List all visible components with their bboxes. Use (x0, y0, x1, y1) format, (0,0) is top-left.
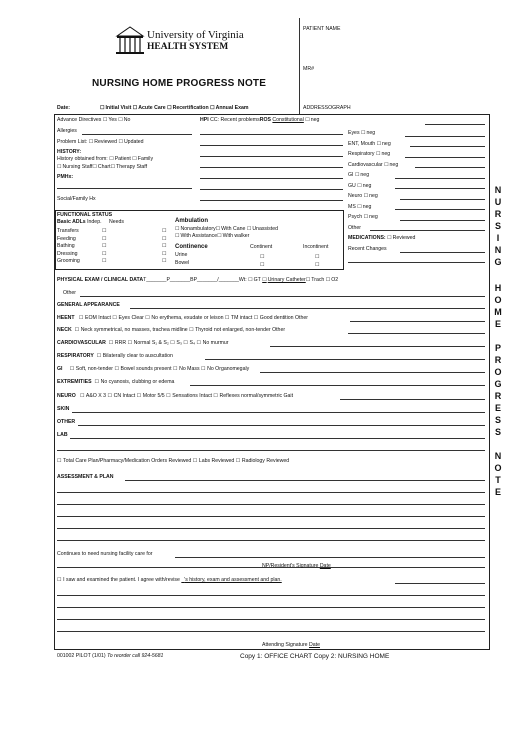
history-label: HISTORY: (57, 149, 82, 155)
visit-annual[interactable]: ☐ Annual Exam (210, 105, 248, 111)
advance-directives[interactable]: Advance Directives ☐ Yes ☐ No (57, 118, 130, 124)
lab-label: LAB (57, 432, 68, 438)
continues-care-label: Continues to need nursing facility care for (57, 551, 153, 557)
history-obtained[interactable]: History obtained from: ☐ Patient ☐ Family (57, 157, 153, 163)
heent-row[interactable]: HEENT ☐ EOM Intact ☐ Eyes Clear ☐ No erythema, exudate or leison ☐ TM intact ☐ Good dentition Other (57, 315, 308, 321)
visit-initial[interactable]: ☐ Initial Visit (100, 105, 131, 111)
np-signature-row[interactable]: NP/Resident's Signature Date (262, 563, 331, 569)
vtitle-n1: N (494, 185, 502, 195)
ros-neuro: Neuro ☐ neg (348, 191, 398, 202)
neuro-row[interactable]: NEURO ☐ A&O X 3 ☐ CN Intact ☐ Motor 5/5 ☐ Sensations Intact ☐ Reflexes normal/symmetric Gait (57, 393, 294, 399)
vtitle-m: M (494, 307, 502, 317)
recent-changes-label: Recent Changes (348, 246, 387, 252)
university-name: University of Virginia (147, 29, 244, 41)
pmhx-label: PMHx: (57, 174, 74, 180)
vtitle-o3: O (494, 463, 502, 473)
vtitle-s1: S (494, 221, 501, 231)
respiratory-row[interactable]: RESPIRATORY ☐ Bilaterally clear to auscultation (57, 353, 173, 359)
ambulation-options[interactable]: ☐ Nonambulatory☐ With Cane ☐ Unassisted ☐ With Assistance☐ With walker (175, 226, 278, 240)
attending-signature-row[interactable]: Attending Signature Date (262, 642, 320, 648)
mr-label: MR# (303, 66, 314, 72)
ros-ent: ENT, Mouth ☐ neg (348, 139, 398, 150)
vtitle-s3: S (494, 427, 501, 437)
ros-eyes: Eyes ☐ neg (348, 128, 398, 139)
total-care-row[interactable]: ☐ Total Care Plan/Pharmacy/Medication Orders Reviewed ☐ Labs Reviewed ☐ Radiology Reviewed (57, 458, 290, 464)
vtitle-i: I (496, 233, 500, 243)
other-label: OTHER (57, 419, 76, 425)
ros-ms: MS ☐ neg (348, 202, 398, 213)
vtitle-s2: S (494, 415, 501, 425)
neck-row[interactable]: NECK ☐ Neck symmetrical, no masses, trachea midline ☐ Thyroid not enlarged, non-tender Other (57, 327, 286, 333)
continent-checks[interactable]: ☐ ☐ (260, 254, 265, 268)
adl-needs-checks[interactable]: ☐ ☐ ☐ ☐ ☐ (162, 228, 167, 264)
vtitle-r3: R (494, 391, 502, 401)
allergies-label: Allergies (57, 128, 77, 134)
incontinent-checks[interactable]: ☐ ☐ (315, 254, 320, 268)
bowel-label: Bowel (175, 260, 190, 266)
gi-row[interactable]: GI ☐ Soft, non-tender ☐ Bowel sounds present ☐ No Mass ☐ No Organomegaly (57, 366, 250, 372)
social-family-label: Social/Family Hx (57, 196, 96, 202)
form-number: 001002 PILOT (1/01) To reorder call 924-5681 (57, 653, 164, 659)
vtitle-e1: E (494, 319, 501, 329)
vtitle-u: U (494, 197, 502, 207)
vtitle-r1: R (494, 209, 502, 219)
adl-header: Basic ADLs Indep. Needs (57, 219, 124, 225)
functional-status-title: FUNCTIONAL STATUS (57, 212, 113, 218)
visit-recert[interactable]: ☐ Recertification (167, 105, 209, 111)
visit-acute[interactable]: ☐ Acute Care (133, 105, 166, 111)
vtitle-n2: N (494, 245, 502, 255)
visit-type-row[interactable] (100, 106, 248, 112)
vtitle-r2: R (494, 355, 502, 365)
date-label: Date: (57, 105, 70, 111)
patient-name-label: PATIENT NAME (303, 26, 341, 32)
vtitle-n3: N (494, 451, 502, 461)
continence-title: Continence (175, 244, 208, 250)
copy-distribution: Copy 1: OFFICE CHART Copy 2: NURSING HOME (240, 653, 390, 660)
vtitle-g2: G (494, 379, 502, 389)
vtitle-e3: E (494, 487, 501, 497)
medications-row[interactable]: MEDICATIONS: ☐ Reviewed (348, 236, 415, 242)
attestation-row[interactable]: ☐ I saw and examined the patient. I agree with/revise 's history, exam and assessment and plan. (57, 577, 282, 583)
physical-exam-row[interactable]: PHYSICAL EXAM / CLINICAL DATAT_______P_______BP_______/_______Wt: ☐ GT ☐ Urinary Catheter☐ Trach ☐ O2 (57, 278, 338, 284)
ros-other: Other (348, 224, 361, 231)
ros-psych: Psych ☐ neg (348, 212, 398, 223)
health-system-name: HEALTH SYSTEM (147, 42, 229, 52)
ros-respiratory: Respiratory ☐ neg (348, 149, 398, 160)
problem-list[interactable]: Problem List: ☐ Reviewed ☐ Updated (57, 140, 144, 146)
vtitle-t: T (495, 475, 501, 485)
adl-indep-checks[interactable]: ☐ ☐ ☐ ☐ ☐ (102, 228, 107, 264)
history-sources[interactable]: ☐ Nursing Staff☐ Chart☐ Therapy Staff (57, 165, 147, 171)
ros-gi: GI ☐ neg (348, 170, 398, 181)
incontinent-header: Incontinent (303, 244, 329, 250)
form-title: NURSING HOME PROGRESS NOTE (92, 78, 267, 89)
ambulation-title: Ambulation (175, 218, 208, 224)
adl-rows: Transfers Feeding Bathing Dressing Grooming (57, 228, 80, 264)
ros-list[interactable] (348, 128, 398, 233)
uva-logo (115, 22, 145, 62)
skin-label: SKIN (57, 406, 70, 412)
vtitle-p: P (494, 343, 501, 353)
vtitle-o1: O (494, 295, 502, 305)
extremities-row[interactable]: EXTREMITIES ☐ No cyanosis, clubbing or edema (57, 379, 175, 385)
addressograph-label: ADDRESSOGRAPH (303, 105, 351, 111)
general-appearance-label: GENERAL APPEARANCE (57, 302, 120, 308)
vtitle-g1: G (494, 257, 502, 267)
hpi-row: HPI CC: Recent problemsROS Constitutional ☐ neg (200, 118, 319, 124)
cardio-row[interactable]: CARDIOVASCULAR ☐ RRR ☐ Normal S₁ & S₂ ☐ S₃ ☐ S₄ ☐ No murmur (57, 340, 229, 346)
ros-cardio: Cardiovascular ☐ neg (348, 160, 398, 171)
assessment-label: ASSESSMENT & PLAN (57, 474, 114, 480)
vtitle-o2: O (494, 367, 502, 377)
vtitle-e2: E (494, 403, 501, 413)
vtitle-h: H (494, 283, 502, 293)
urine-label: Urine (175, 252, 188, 258)
continent-header: Continent (250, 244, 273, 250)
exam-other-label: Other (63, 290, 76, 296)
rotunda-icon (115, 22, 145, 62)
ros-gu: GU ☐ neg (348, 181, 398, 192)
